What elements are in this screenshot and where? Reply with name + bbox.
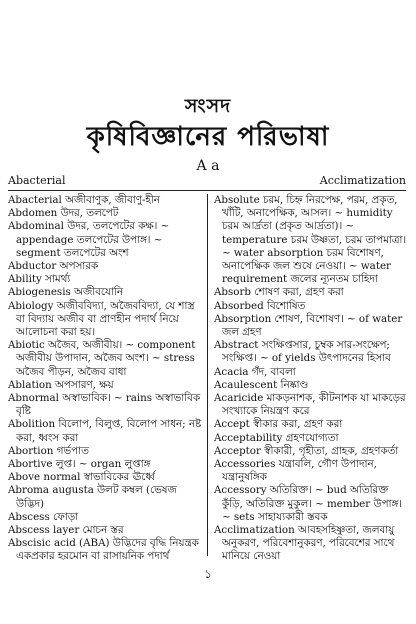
entry: Absorption শোষণ, বিশোষণ। ~ of water জল গ্রহণ [214, 312, 403, 339]
entry: Ability সামর্থ্য [8, 273, 71, 286]
entry: Abiology অজীববিদ্যা, অজৈববিদ্যা, যে শাস্ত্র বা বিদ্যায় অজীব বা প্রাণহীন পদার্থ নিয়ে আলোচনা করা হয়। [8, 299, 195, 339]
entry: Ablation অপসারণ, ক্ষয় [8, 378, 114, 391]
entry: Abiogenesis অজীবযোনি [8, 286, 124, 299]
column-divider [207, 194, 208, 556]
guide-word-last: Acclimatization [319, 174, 406, 187]
entry: Acceptor স্বীকারী, গৃহীতা, গ্রাহক, গ্রহণকর্তা [214, 444, 399, 457]
entry: Accessories যন্ত্রাবলি, গৌণ উপাদান, যন্ত্রানুষঙ্গিক [214, 458, 377, 484]
entry: Abdominal উদর, তলপেটের কক্ষ। ~ appendage তলপেটের উপাঙ্গ। ~ segment তলপেটের অংশ [8, 220, 170, 259]
entry: Above normal স্বাভাবিকের ঊর্ধ্বে [8, 471, 155, 484]
header-rule [8, 190, 406, 191]
entry: Acclimatization আবহসহিষ্ণুতা, জলবায়ু অনুকরণ, পরিবেশানুকরণ, পরিবেশের সাথে মানিয়ে নেওয়া [214, 524, 395, 563]
entry: Absolute চরম, চিহ্ন নিরপেক্ষ, পরম, প্রকৃত, খাঁটি, অনাপেক্ষিক, আসল। ~ humidity চরম আর্দ্রতা (প্রকৃত আর্দ্রতা)। ~ temperature চরম উষ্ণতা, চরম তাপমাত্রা। ~ water absorption চরম বিশোষণ, অনাপেক্ষিক জল শুষে নেওয়া। ~ water requirement জলের ন্যূনতম চাহিদা [214, 194, 407, 286]
entry: Abnormal অস্বাভাবিক। ~ rains অস্বাভাবিক বৃষ্টি [8, 392, 201, 418]
entry: Abolition বিলোপ, বিলুপ্ত, বিলোপ সাধন; নষ্ট করা, ধ্বংস করা [8, 418, 202, 444]
entry: Acaricide মাকড়নাশক, কীটনাশক যা মাকড়ের সংখ্যাকে নিয়ন্ত্রণ করে [214, 392, 406, 418]
entry: Abscess layer মোচন স্তর [8, 524, 124, 537]
entry: Absorb শোষণ করা, গ্রহণ করা [214, 286, 344, 299]
left-column [8, 194, 204, 563]
entry: Abacterial অজীবাণুক, জীবাণু-হীন [8, 194, 160, 206]
entry: Abdomen উদর, তলপেট [8, 207, 119, 220]
entry: Abscess ফোড়া [8, 510, 79, 523]
guide-word-first: Abacterial [8, 174, 66, 187]
entry: Acaulescent নিষ্কাণ্ড [214, 378, 309, 391]
entry: Abstract সংক্ষিপ্তসার, চুম্বক সার-সংক্ষেপ; সংক্ষিপ্ত। ~ of yields উৎপাদনের হিসাব [214, 339, 391, 365]
section-letter: A a [196, 158, 220, 174]
entry: Accessory অতিরিক্ত। ~ bud অতিরিক্ত কুঁড়ি, অতিরিক্ত মুকুল। ~ member উপাঙ্গ। ~ sets সাহায্যকারী স্তবক [214, 484, 402, 523]
entry: Acceptability গ্রহণযোগ্যতা [214, 431, 339, 444]
entry: Accept স্বীকার করা, গ্রহণ করা [214, 418, 343, 431]
right-column [214, 194, 410, 563]
entry: Abscisic acid (ABA) উদ্ভিদের বৃদ্ধি নিয়ন্ত্রক একপ্রকার হরমোন বা রাসায়নিক পদার্থ [8, 537, 199, 563]
page-number: ১ [204, 567, 212, 581]
entry: Absorbed বিশোষিত [214, 299, 306, 312]
publisher-title: সংসদ [184, 95, 232, 117]
entry: Abortion গর্ভপাত [8, 444, 89, 457]
book-title: কৃষিবিজ্ঞানের পরিভাষা [86, 122, 330, 152]
entry: Abiotic অজৈব, অজীবীয়। ~ component অজীবীয় উপাদান, অজৈব অংশ। ~ stress অজৈব পীড়ন, অজৈব বাধা [8, 339, 196, 378]
entry: Abductor অপসারক [8, 260, 99, 273]
entry: Abroma augusta উলট কম্বল (ভেষজ উদ্ভিদ) [8, 484, 177, 510]
entry: Acacia গঁদ, বাবলা [214, 365, 296, 378]
entry: Abortive লুপ্ত। ~ organ লুপ্তাঙ্গ [8, 458, 151, 471]
